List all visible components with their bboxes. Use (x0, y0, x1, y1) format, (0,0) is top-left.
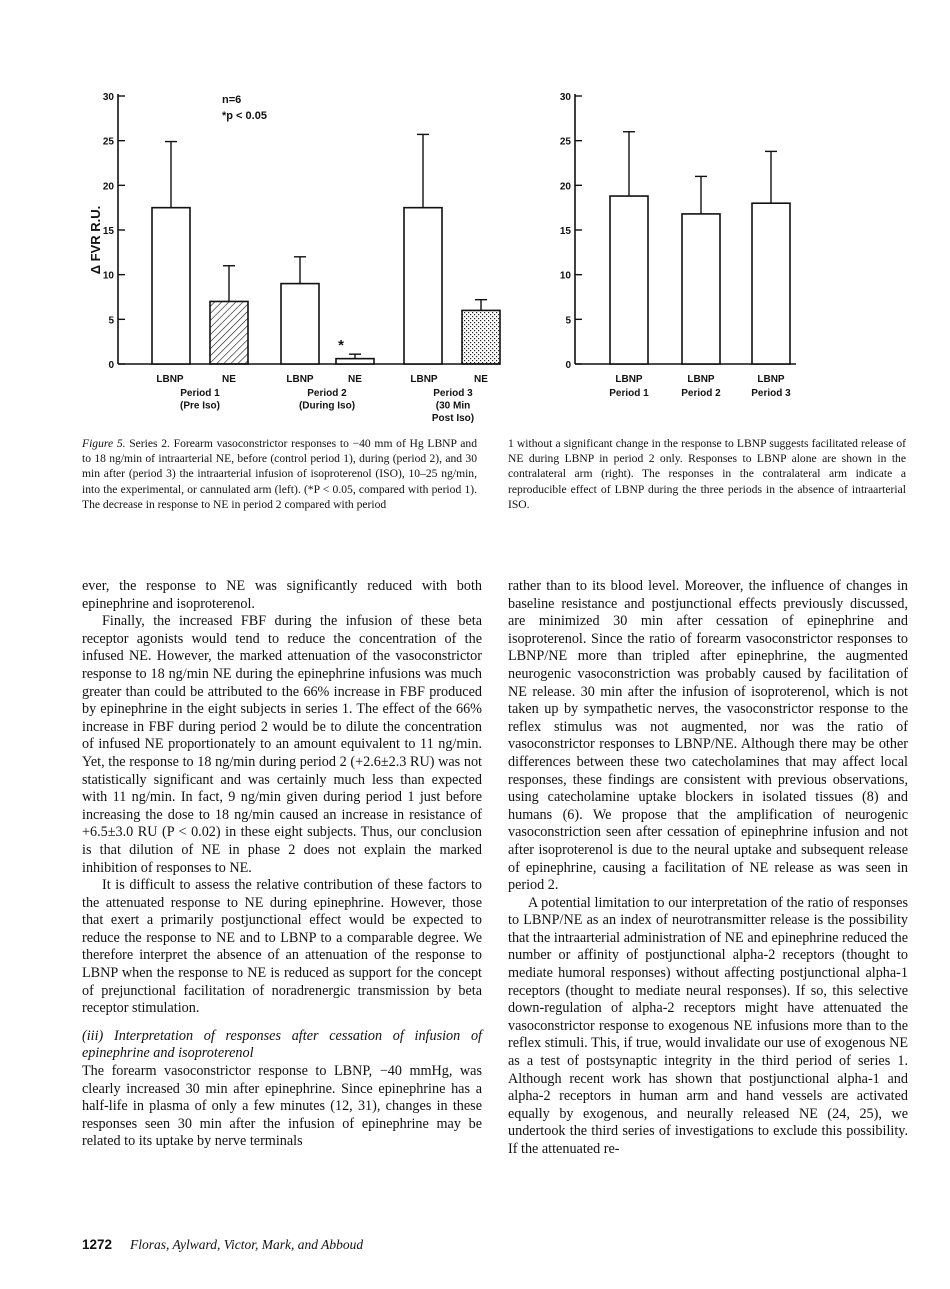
y-tick-label: 15 (559, 226, 571, 237)
category-label: NE (348, 374, 362, 385)
y-tick-label: 20 (559, 181, 571, 193)
paragraph: A potential limitation to our interpretation of the ratio of responses to LBNP/NE as an index of neurotransmitter release is the possibility that the intraarterial administration of NE and epinephrine reduced the number or affinity of postjunctional alpha-2 receptors (thought to mediate humoral responses) without affecting postjunctional alpha-1 receptors (thought to mediate neural responses). If so, this selective down-regulation of alpha-2 receptors might have attenuated the vasoconstrictor response to exogenous NE infusions more than to the reflex stimuli. This, if true, would invalidate our use of exogenous NE as a test of postsynaptic integrity in the third period of series 1. Although recent work has shown that postjunctional alpha-1 and alpha-2 receptors in human arm and hand vessels are activated equally by exogenous, and neurally released NE (24, 25), we undertook the third series of investigations to exclude this possibility. If the attenuated re- (508, 894, 908, 1157)
paragraph: Finally, the increased FBF during the infusion of these beta receptor agonists would tend to reduce the concentration of the infused NE. However, the marked attenuation of the vasoconstrictor response to 18 ng/min NE during the epinephrine infusions was much greater than could be attributed to the 66% increase in FBF produced by epinephrine in the eight subjects in series 1. The effect of the 66% increase in FBF during period 2 would be to dilute the concentration of infused NE proportionately to an amount equivalent to 11 ng/min. Yet, the response to 18 ng/min during period 2 (+2.6±2.3 RU) was not statistically significant and was certainly much less than expected with 11 ng/min. In fact, 9 ng/min given during period 1 just before increasing the dose to 18 ng/min caused an increase in resistance of +6.5±3.0 RU (P < 0.02) in these eight subjects. Thus, our conclusion is that dilution of NE in phase 2 does not explain the marked inhibition of responses to NE. (82, 613, 482, 876)
category-label: LBNP (286, 374, 314, 385)
y-axis-label: Δ FVR R.U. (88, 205, 103, 275)
group-label: (During Iso) (298, 400, 356, 412)
y-tick-label: 15 (102, 226, 114, 237)
category-label: NE (222, 374, 236, 385)
group-label: Period 2 (681, 388, 721, 399)
group-label: Period 1 (609, 388, 649, 399)
p-annotation: *p < 0.05 (222, 110, 267, 122)
category-label: LBNP (757, 374, 785, 385)
category-label: NE (474, 374, 488, 385)
lbnp-bar (752, 203, 790, 364)
paragraph: ever, the response to NE was significantly reduced with both epinephrine and isoproterenol. (82, 578, 482, 612)
category-label: LBNP (410, 374, 438, 385)
footer-authors: Floras, Aylward, Victor, Mark, and Abboud (130, 1237, 364, 1252)
group-label: Period 1 (180, 388, 220, 399)
y-tick-label: 0 (108, 360, 114, 371)
body-column-right (508, 578, 908, 1159)
section-heading: (iii) Interpretation of responses after cessation of infusion of epinephrine and isoproterenol (82, 1027, 482, 1062)
group-label: (30 Min (435, 400, 471, 412)
paragraph: rather than to its blood level. Moreover, the influence of changes in baseline resistance and postjunctional effects previously discussed, are minimized 30 min after cessation of epinephrine and isoproterenol. Since the ratio of forearm vasoconstrictor responses to LBNP/NE more than tripled after epinephrine, the augmented neurogenic vasoconstriction was probably caused by facilitation of NE release. 30 min after the infusion of isoproterenol, which is not taken up by sympathetic nerves, the vasoconstrictor response to the reflex stimulus was not augmented, nor was the ratio of vasoconstrictor responses to LBNP/NE. Although there may be other differences between these two catecholamines that may affect local responses, these findings are consistent with previous observations, using catecholamine uptake blockers in isolated tissues (8) and humans (6). We propose that the amplification of neurogenic vasoconstriction seen after cessation of epinephrine infusion and not after isoproterenol is due to the neural uptake and subsequent release of epinephrine, causing a facilitation of NE release as was seen in period 2. (508, 578, 908, 894)
page-number: 1272 (82, 1237, 113, 1252)
y-tick-label: 5 (565, 315, 571, 327)
right-bar-chart (0, 0, 950, 420)
y-tick-label: 25 (102, 136, 114, 148)
category-label: LBNP (156, 374, 184, 385)
y-tick-label: 30 (102, 92, 114, 103)
group-label: Period 3 (433, 388, 473, 399)
significance-asterisk: * (338, 337, 344, 354)
y-tick-label: 0 (565, 360, 571, 371)
y-tick-label: 20 (102, 181, 114, 193)
y-tick-label: 30 (559, 92, 571, 103)
page-footer (82, 1237, 363, 1253)
y-tick-label: 25 (559, 136, 571, 148)
figure-caption-left (82, 436, 477, 512)
category-label: LBNP (615, 374, 643, 385)
y-tick-label: 10 (559, 270, 571, 282)
group-label: (Pre Iso) (179, 400, 221, 412)
body-column-left (82, 578, 482, 1151)
group-label: Period 3 (751, 388, 791, 399)
y-tick-label: 5 (108, 315, 114, 327)
caption-left-text: Series 2. Forearm vasoconstrictor responses to −40 mm of Hg LBNP and to 18 ng/min of intraarterial NE, before (control period 1), during (period 2), and 30 min after (period 3) the intraarterial infusion of isoproterenol (ISO), 10–25 ng/min, into the experimental, or cannulated arm (left). (*P < 0.05, compared with period 1). The decrease in response to NE in period 2 compared with period (82, 437, 478, 511)
figure-label: Figure 5. (82, 437, 126, 450)
n-annotation: n=6 (222, 94, 242, 106)
figure-caption-right: 1 without a significant change in the response to LBNP suggests facilitated release of NE during LBNP in period 2 only. Responses to LBNP alone are shown in the contralateral arm (right). The responses in the contralateral arm indicate a reproducible effect of LBNP during the three periods in the absence of intraarterial ISO. (508, 437, 906, 511)
paragraph: The forearm vasoconstrictor response to LBNP, −40 mmHg, was clearly increased 30 min after epinephrine. Since epinephrine has a half-life in plasma of only a few minutes (12, 31), changes in these responses seen 30 min after the infusion of epinephrine may be related to its uptake by nerve terminals (82, 1063, 482, 1150)
category-label: LBNP (687, 374, 715, 385)
group-label: Period 2 (307, 388, 347, 399)
group-label: Post Iso) (431, 413, 475, 424)
lbnp-bar (682, 214, 720, 364)
y-tick-label: 10 (102, 270, 114, 282)
paragraph: It is difficult to assess the relative contribution of these factors to the attenuated response to NE during epinephrine. However, those that exert a primarily postjunctional effect would be expected to reduce the response to NE and to LBNP to a comparable degree. We therefore interpret the absence of an attenuation of the response to LBNP when the response to NE is reduced as support for the concept of prejunctional facilitation of noradrenergic transmission by beta receptor stimulation. (82, 877, 482, 1017)
lbnp-bar (610, 196, 648, 364)
